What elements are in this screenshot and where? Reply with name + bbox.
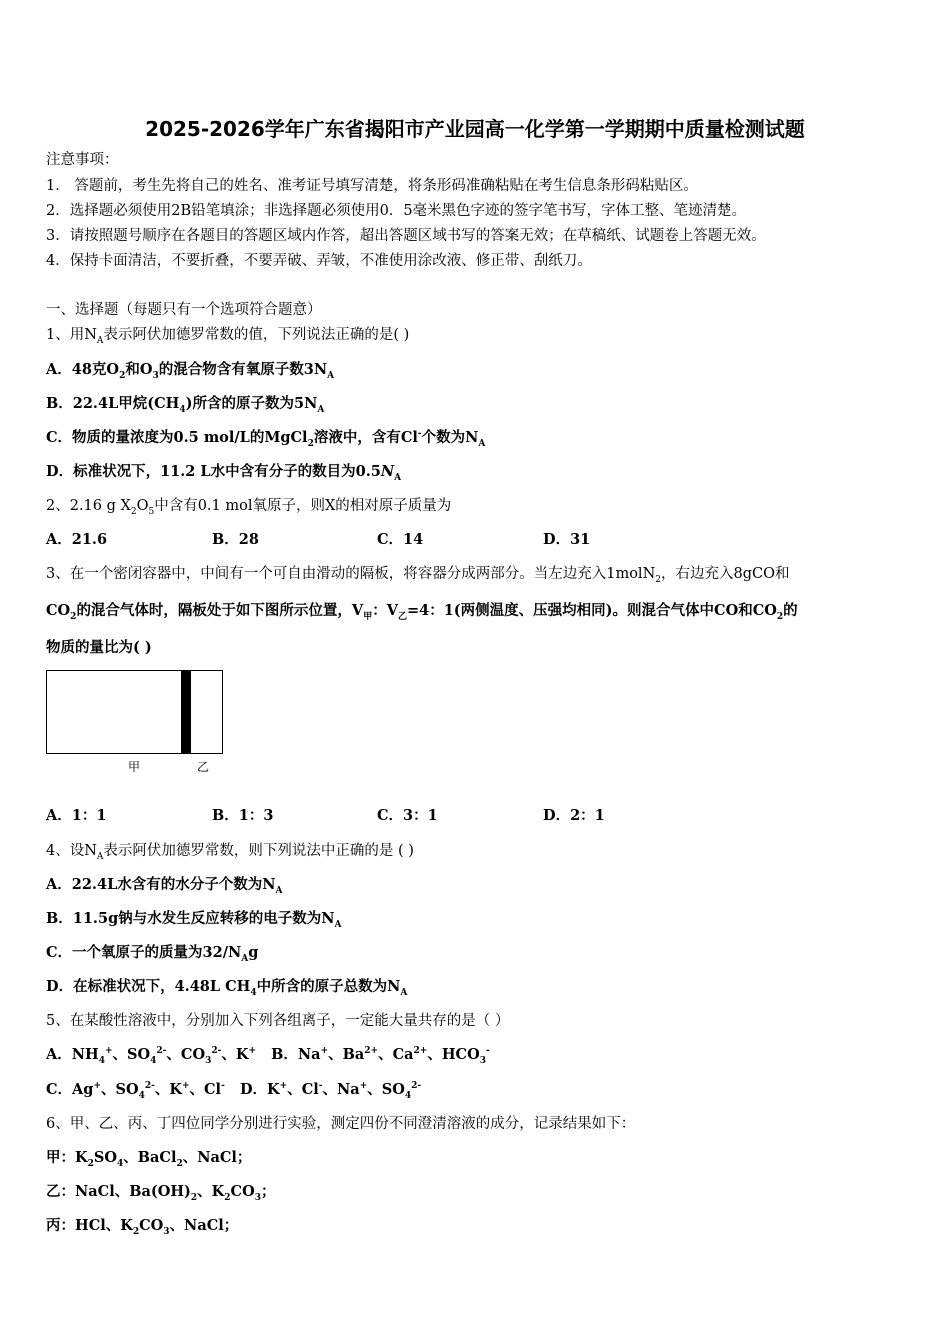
q6-record-yi: 乙：NaCl、$Ba(OH)_2$、$K_2CO_3$；	[46, 1183, 276, 1203]
label-jia: 甲	[128, 760, 141, 774]
q4-option-c: C．一个氧原子的质量为$32/N_Ag$	[46, 944, 259, 964]
q2-stem: 2、2.16 g $X_2O_5$中含有0.1 mol氧原子，则X的相对原子质量为	[46, 498, 452, 517]
label-yi: 乙	[197, 760, 210, 774]
q2-option-a: A．21.6	[46, 531, 108, 548]
q6-record-jia: 甲：$K_2SO_4$、BaCl$_2$、NaCl；	[46, 1149, 252, 1169]
q1-option-a: A．48克$O_2$和$O_3$的混合物含有氧原子数$3N_A$	[46, 361, 335, 381]
q1-option-d: D．标准状况下，11.2 L水中含有分子的数目为$0.5N_A$	[46, 463, 402, 483]
q5-option-c: C．Ag+、$SO_4^{2-}$、K+、Cl-	[46, 1081, 225, 1101]
notice-heading: 注意事项：	[46, 152, 119, 168]
q4-option-a: A．22.4L水含有的水分子个数为$N_A$	[46, 876, 283, 896]
notice-item-4: 4．保持卡面清洁，不要折叠，不要弄破、弄皱，不准使用涂改液、修正带、刮纸刀。	[46, 253, 592, 269]
q1-option-c: C．物质的量浓度为0.5 mol/L的MgCl$_2$溶液中，含有Cl-个数为$N_A$	[46, 429, 486, 449]
q5-stem: 5、在某酸性溶液中，分别加入下列各组离子，一定能大量共存的是（ ）	[46, 1013, 510, 1029]
q3-stem-line-2: $CO_2$的混合气体时，隔板处于如下图所示位置，$V_甲$：$V_乙=4$：1(两侧温度、压强均相同)。则混合气体中CO和$CO_2$的	[46, 602, 798, 622]
sliding-partition	[181, 670, 191, 754]
q4-option-b: B．11.5g钠与水发生反应转移的电子数为$N_A$	[46, 910, 342, 930]
q5-options-cd	[46, 1080, 421, 1100]
q2-option-d: D．31	[543, 531, 591, 548]
q5-options-ab	[46, 1045, 490, 1065]
q6-record-bing: 丙：HCl、$K_2CO_3$、NaCl；	[46, 1217, 239, 1237]
exam-title: 2025-2026学年广东省揭阳市产业园高一化学第一学期期中质量检测试题	[145, 117, 805, 141]
q2-option-b: B．28	[212, 531, 259, 548]
q3-option-a: A．1：1	[46, 807, 107, 824]
q5-option-d: D．K+、Cl-、Na+、$SO_4^{2-}$	[239, 1081, 422, 1101]
q4-stem: 4、设$N_A$表示阿伏加德罗常数，则下列说法中正确的是 ( )	[46, 843, 414, 862]
q2-option-c: C．14	[377, 531, 424, 548]
q1-option-b: B．22.4L甲烷$(CH_4)$所含的原子数为$5N_A$	[46, 395, 325, 415]
section-heading: 一、选择题（每题只有一个选项符合题意）	[46, 302, 322, 318]
q3-stem-line-1: 3、在一个密闭容器中，中间有一个可自由滑动的隔板，将容器分成两部分。当左边充入1molN$_2$，右边充入8gCO和	[46, 566, 790, 585]
q3-stem-line-3: 物质的量比为( )	[46, 639, 152, 656]
q5-option-a: A．$NH_4^+$、$SO_4^{2-}$、$CO_3^{2-}$、K+	[46, 1046, 256, 1066]
q3-option-b: B．1：3	[212, 807, 274, 824]
q1-stem: 1、用$N_A$表示阿伏加德罗常数的值，下列说法正确的是( )	[46, 327, 410, 346]
container-box	[46, 670, 223, 754]
notice-item-2: 2．选择题必须使用2B铅笔填涂；非选择题必须使用0．5毫米黑色字迹的签字笔书写，字体工整、笔迹清楚。	[46, 203, 747, 219]
q3-option-c: C．3：1	[377, 807, 438, 824]
q6-stem: 6、甲、乙、丙、丁四位同学分别进行实验，测定四份不同澄清溶液的成分，记录结果如下：	[46, 1116, 636, 1132]
notice-item-1: 1． 答题前，考生先将自己的姓名、准考证号填写清楚，将条形码准确粘贴在考生信息条形码粘贴区。	[46, 178, 698, 194]
q3-option-d: D．2：1	[543, 807, 605, 824]
notice-item-3: 3．请按照题号顺序在各题目的答题区域内作答，超出答题区域书写的答案无效；在草稿纸、试题卷上答题无效。	[46, 228, 766, 244]
container-diagram	[46, 670, 223, 774]
q5-option-b: B．Na+、$Ba^{2+}$、$Ca^{2+}$、$HCO_3^-$	[271, 1046, 490, 1066]
q4-option-d: D．在标准状况下，4.48L $CH_4$中所含的原子总数为$N_A$	[46, 978, 408, 998]
